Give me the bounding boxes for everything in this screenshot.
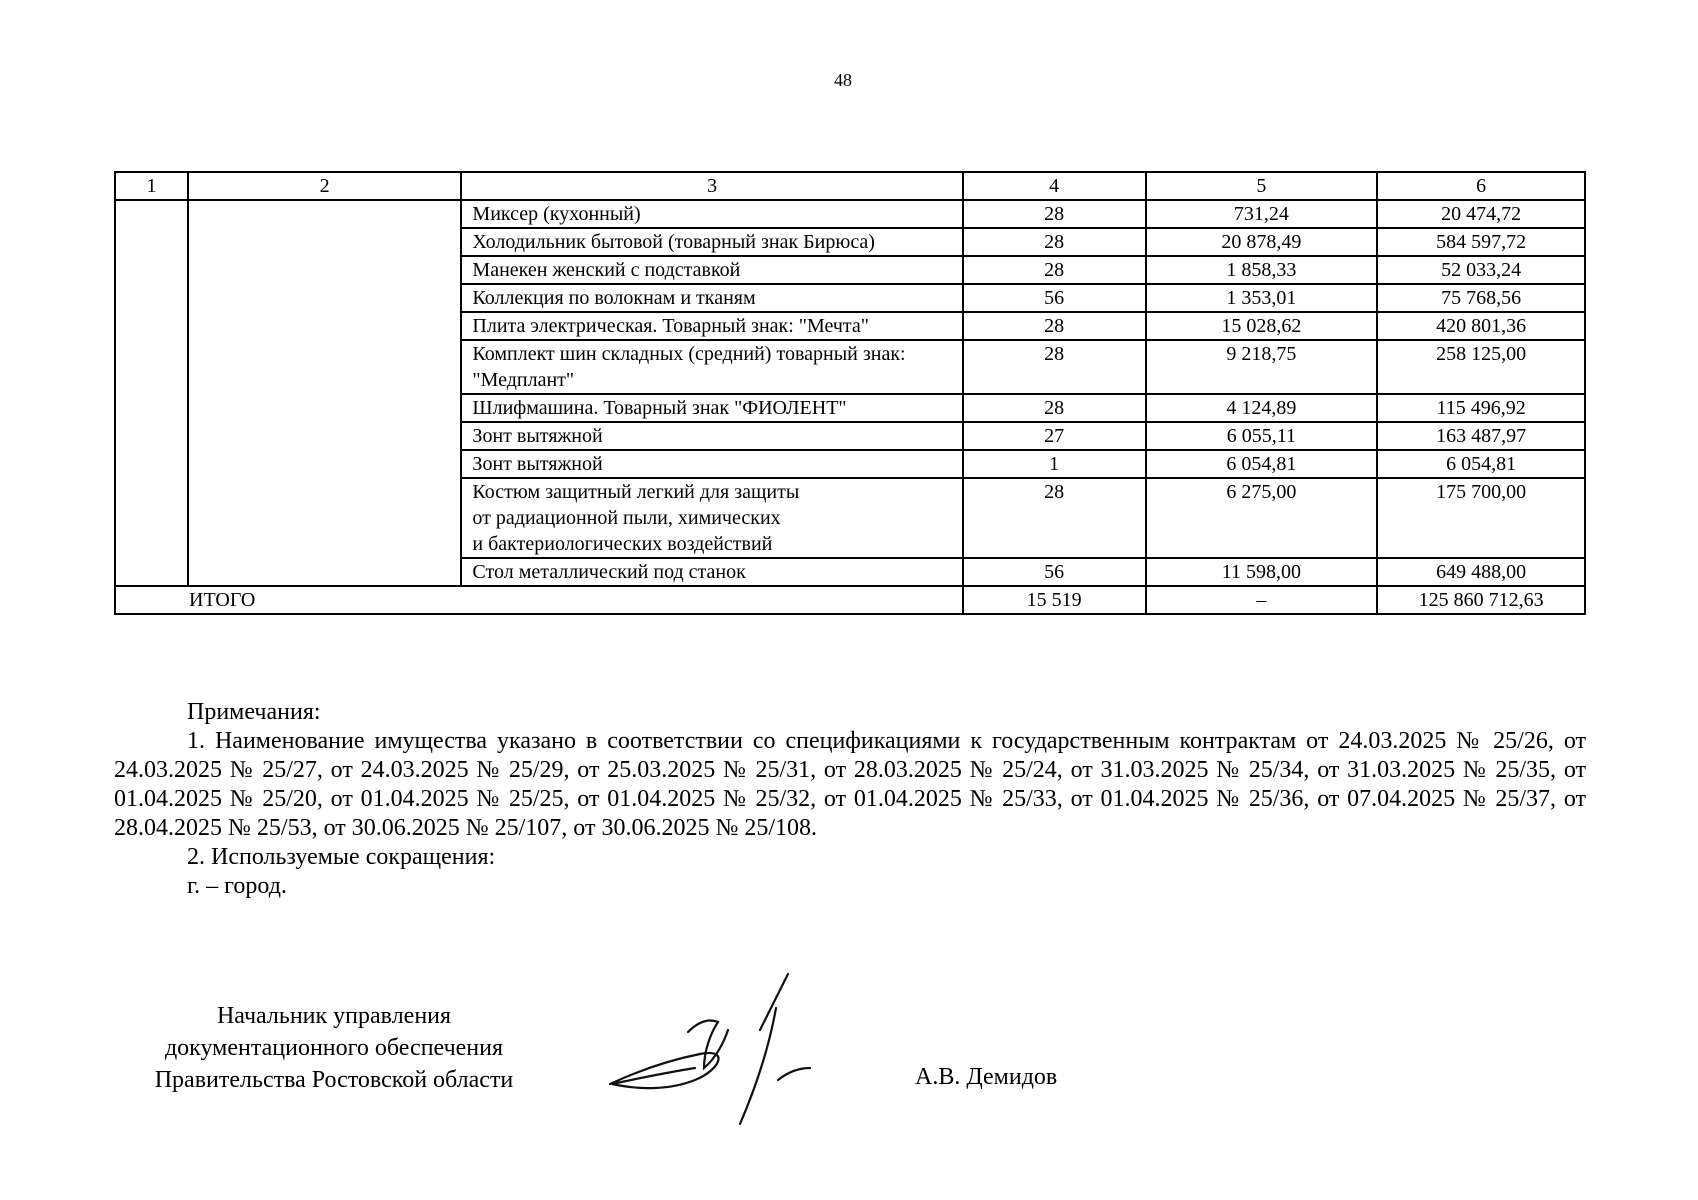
signatory-position <box>114 1000 554 1096</box>
item-name: Плита электрическая. Товарный знак: "Мечта" <box>461 312 962 340</box>
column-number: 5 <box>1146 172 1378 200</box>
item-name: Комплект шин складных (средний) товарный знак: "Медплант" <box>461 340 962 394</box>
item-price: 9 218,75 <box>1146 340 1378 394</box>
empty-cell <box>188 200 462 586</box>
total-row <box>115 586 1585 614</box>
total-sum: 125 860 712,63 <box>1377 586 1585 614</box>
position-line: документационного обеспечения <box>164 1035 504 1061</box>
item-sum: 6 054,81 <box>1377 450 1585 478</box>
signatory-name: А.В. Демидов <box>915 1064 1058 1090</box>
item-price: 4 124,89 <box>1146 394 1378 422</box>
item-quantity: 1 <box>963 450 1146 478</box>
item-sum: 649 488,00 <box>1377 558 1585 586</box>
property-table <box>114 171 1586 615</box>
position-line: Правительства Ростовской области <box>154 1067 514 1093</box>
item-quantity: 28 <box>963 340 1146 394</box>
total-quantity: 15 519 <box>963 586 1146 614</box>
column-number: 1 <box>115 172 188 200</box>
item-sum: 163 487,97 <box>1377 422 1585 450</box>
item-sum: 175 700,00 <box>1377 478 1585 558</box>
item-name: Коллекция по волокнам и тканям <box>461 284 962 312</box>
notes-title: Примечания: <box>187 699 321 725</box>
item-name: Манекен женский с подставкой <box>461 256 962 284</box>
item-sum: 115 496,92 <box>1377 394 1585 422</box>
item-price: 6 275,00 <box>1146 478 1378 558</box>
total-label: ИТОГО <box>115 586 963 614</box>
item-price: 1 858,33 <box>1146 256 1378 284</box>
page-number: 48 <box>834 70 852 90</box>
item-quantity: 28 <box>963 312 1146 340</box>
abbreviation-item: г. – город. <box>187 873 287 899</box>
column-number-row <box>115 172 1585 200</box>
item-quantity: 28 <box>963 478 1146 558</box>
item-quantity: 28 <box>963 200 1146 228</box>
item-sum: 20 474,72 <box>1377 200 1585 228</box>
table-row <box>115 200 1585 228</box>
item-quantity: 28 <box>963 394 1146 422</box>
item-price: 15 028,62 <box>1146 312 1378 340</box>
item-name: Холодильник бытовой (товарный знак Бирюса) <box>461 228 962 256</box>
note-abbreviations: 2. Используемые сокращения: <box>187 844 496 870</box>
item-price: 1 353,01 <box>1146 284 1378 312</box>
item-quantity: 28 <box>963 228 1146 256</box>
item-sum: 75 768,56 <box>1377 284 1585 312</box>
item-sum: 258 125,00 <box>1377 340 1585 394</box>
item-quantity: 28 <box>963 256 1146 284</box>
item-name: Зонт вытяжной <box>461 450 962 478</box>
column-number: 4 <box>963 172 1146 200</box>
item-sum: 584 597,72 <box>1377 228 1585 256</box>
item-name: Миксер (кухонный) <box>461 200 962 228</box>
item-price: 20 878,49 <box>1146 228 1378 256</box>
column-number: 3 <box>461 172 962 200</box>
empty-cell <box>115 200 188 586</box>
total-price: – <box>1146 586 1378 614</box>
column-number: 2 <box>188 172 462 200</box>
item-price: 6 054,81 <box>1146 450 1378 478</box>
item-quantity: 27 <box>963 422 1146 450</box>
item-name: Шлифмашина. Товарный знак "ФИОЛЕНТ" <box>461 394 962 422</box>
item-name: Зонт вытяжной <box>461 422 962 450</box>
item-quantity: 56 <box>963 284 1146 312</box>
column-number: 6 <box>1377 172 1585 200</box>
item-sum: 52 033,24 <box>1377 256 1585 284</box>
notes-section <box>114 698 1586 901</box>
item-quantity: 56 <box>963 558 1146 586</box>
position-line: Начальник управления <box>216 1003 452 1029</box>
item-price: 6 055,11 <box>1146 422 1378 450</box>
item-name: Стол металлический под станок <box>461 558 962 586</box>
item-sum: 420 801,36 <box>1377 312 1585 340</box>
handwritten-signature <box>600 972 860 1132</box>
item-price: 731,24 <box>1146 200 1378 228</box>
item-price: 11 598,00 <box>1146 558 1378 586</box>
note-contracts: 1. Наименование имущества указано в соответствии со спецификациями к государственным контрактам от 24.03.2025 № 25/26, от 24.03.2025 № 25/27, от 24.03.2025 № 25/29, от 25.03.2025 № 25/31, от 28.03.2025 № 25/24, от 31.03.2025 № 25/34, от 31.03.2025 № 25/35, от 01.04.2025 № 25/20, от 01.04.2025 № 25/25, от 01.04.2025 № 25/32, от 01.04.2025 № 25/33, от 01.04.2025 № 25/36, от 07.04.2025 № 25/37, от 28.04.2025 № 25/53, от 30.06.2025 № 25/107, от 30.06.2025 № 25/108. <box>114 728 1586 841</box>
item-name: Костюм защитный легкий для защиты от радиационной пыли, химических и бактериологических воздействий <box>461 478 962 558</box>
